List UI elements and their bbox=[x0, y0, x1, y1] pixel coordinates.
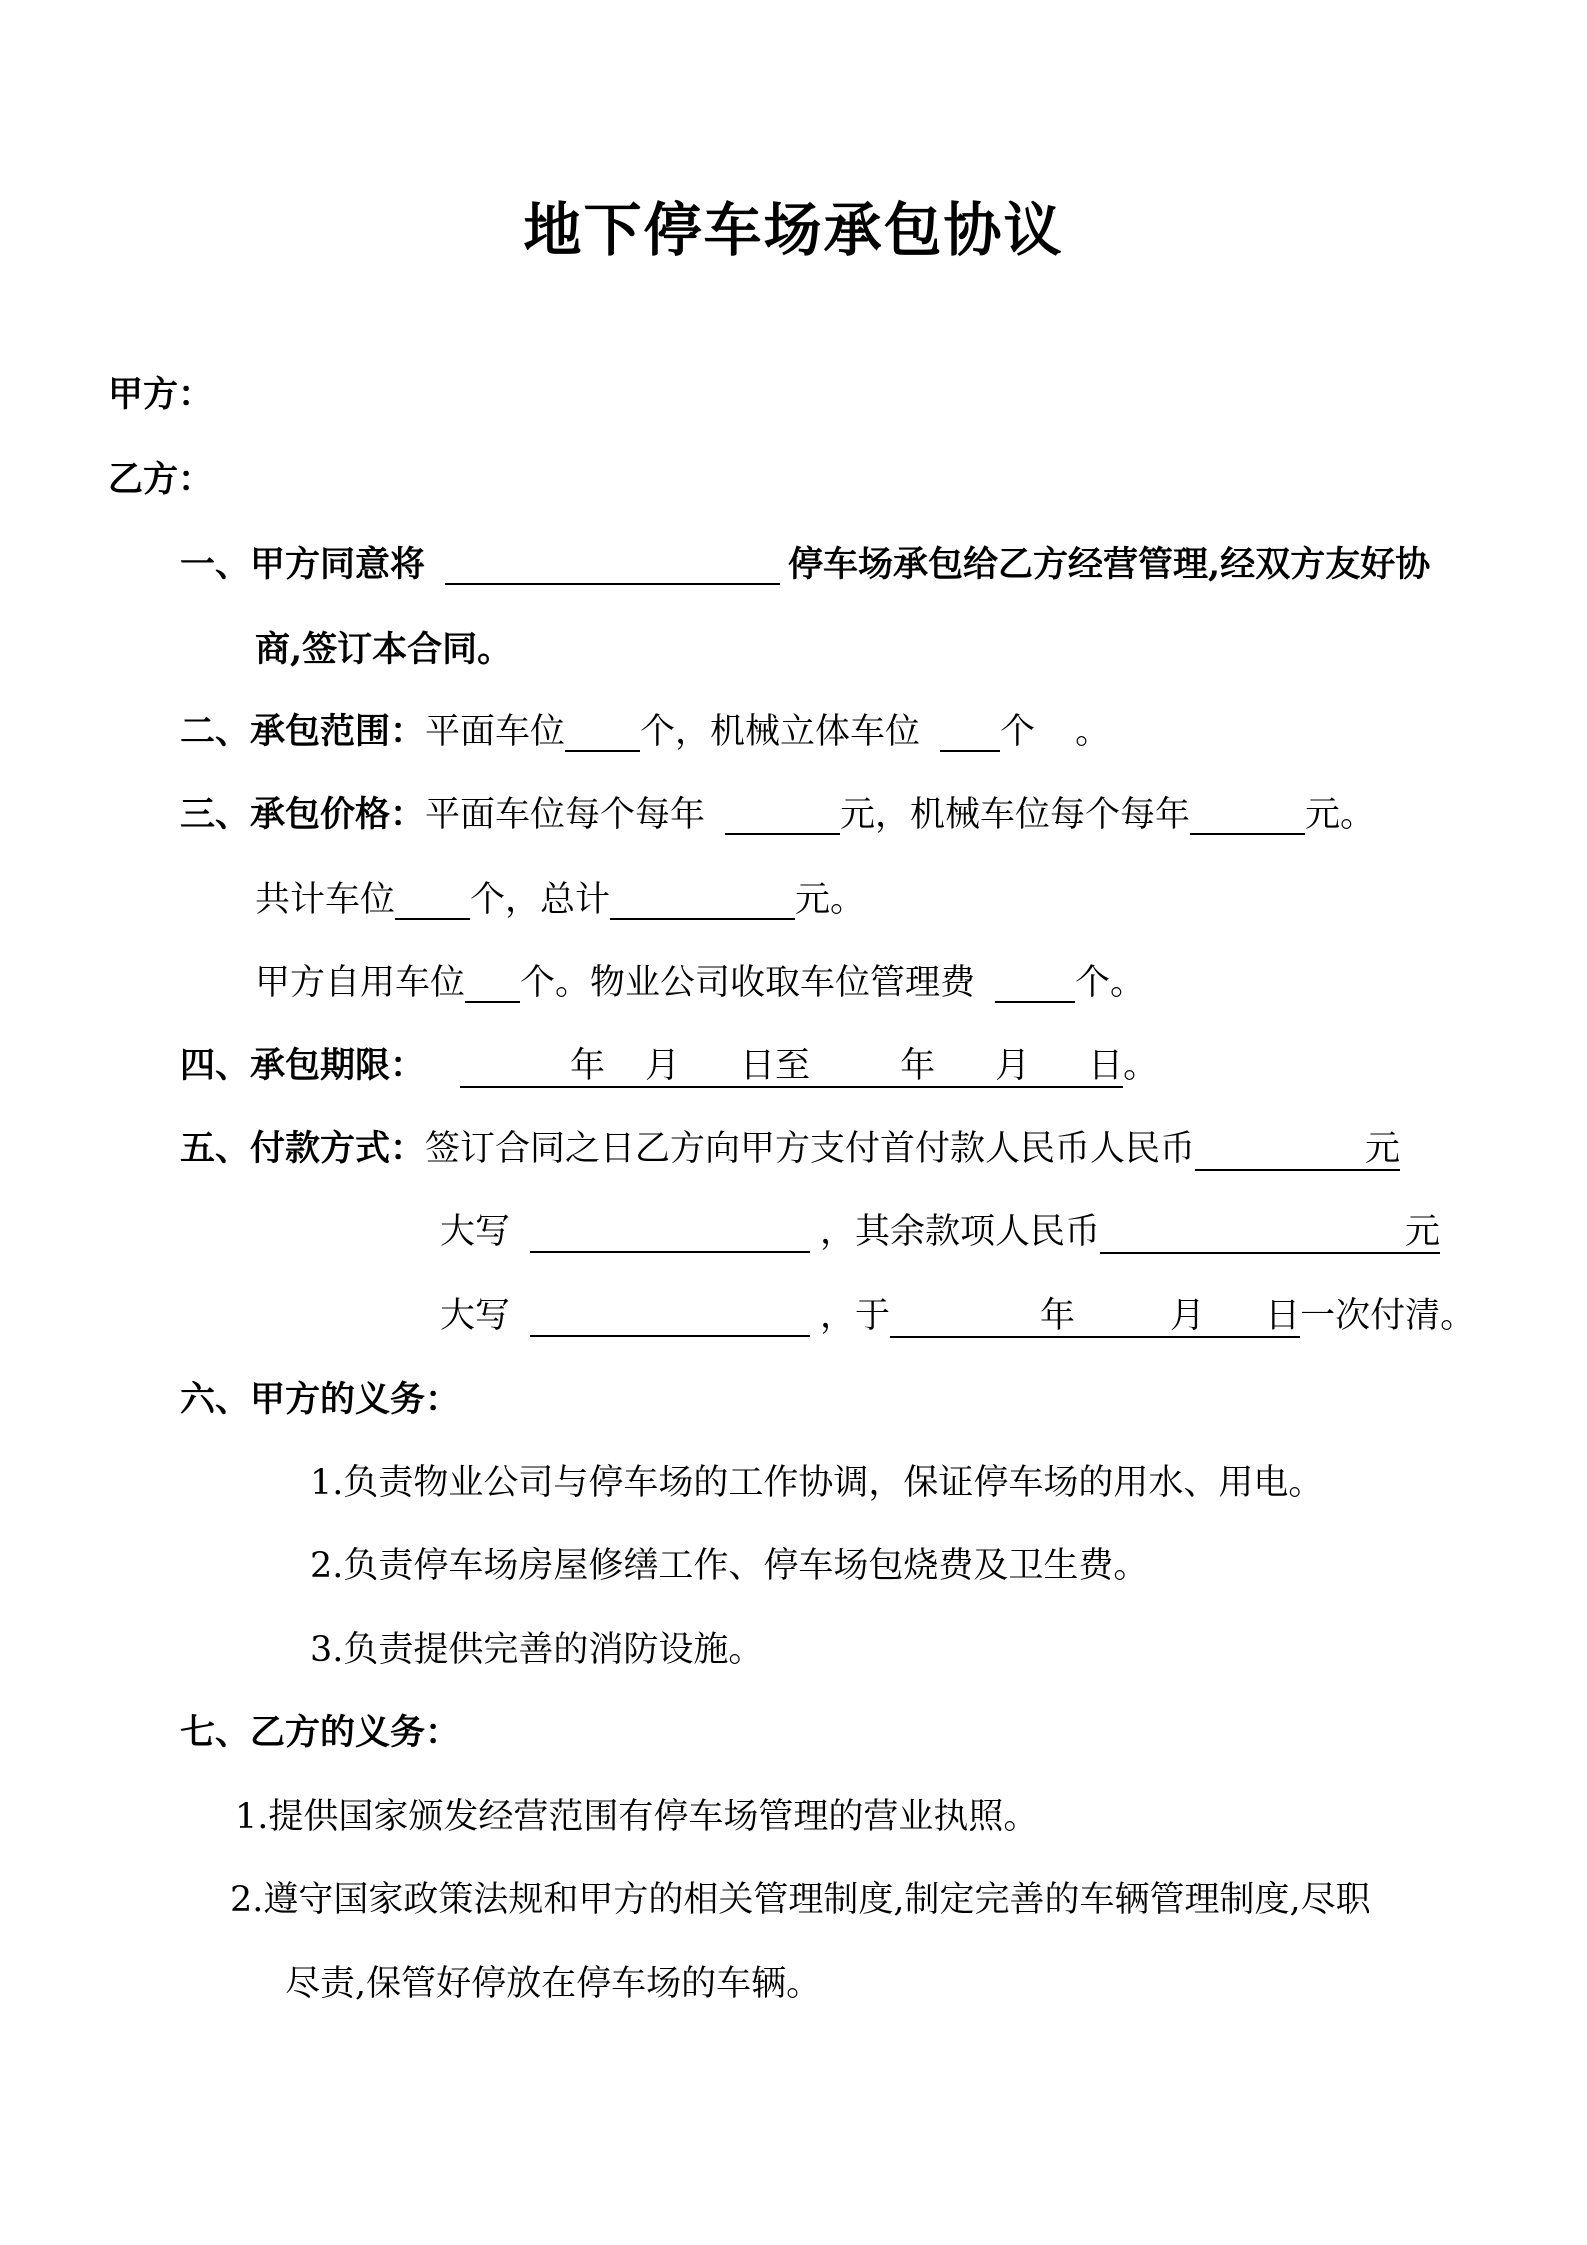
clause-3-label: 三、承包价格： bbox=[180, 794, 426, 835]
clause-2-text-b: 个，机械立体车位 bbox=[640, 712, 921, 752]
clause-5-line-2 bbox=[440, 1212, 1440, 1253]
total-spaces-label: 共计车位 bbox=[255, 880, 396, 920]
parking-lot-name-blank[interactable] bbox=[445, 549, 780, 585]
payment-date-label: ，于 bbox=[820, 1296, 891, 1336]
clause-2-text-c: 个 bbox=[1000, 712, 1036, 752]
start-month-unit: 月 bbox=[645, 1046, 681, 1086]
clause-6-item-1: 1.负责物业公司与停车场的工作协调，保证停车场的用水、用电。 bbox=[310, 1463, 1324, 1503]
clause-1-number: 一、 bbox=[180, 544, 251, 585]
total-amount-label: 个，总计 bbox=[470, 880, 611, 920]
flat-price-blank[interactable] bbox=[725, 799, 840, 835]
daxie-label-2: 大写 bbox=[440, 1296, 511, 1336]
clause-1-line-1 bbox=[180, 545, 1430, 585]
clause-3-line-1 bbox=[180, 795, 1375, 835]
clause-7-item-1: 1.提供国家颁发经营范围有停车场管理的营业执照。 bbox=[235, 1797, 1039, 1837]
term-date-range[interactable] bbox=[460, 1046, 1123, 1088]
total-spaces-blank[interactable] bbox=[395, 884, 470, 920]
remaining-amount-blank[interactable] bbox=[1100, 1212, 1440, 1254]
clause-6-item-3: 3.负责提供完善的消防设施。 bbox=[310, 1630, 764, 1670]
daxie-label-1: 大写 bbox=[440, 1212, 511, 1252]
remaining-amount-unit: 元 bbox=[1405, 1212, 1441, 1252]
payment-day-unit: 日 bbox=[1265, 1296, 1301, 1336]
clause-7-item-2-line-2: 尽责,保管好停放在停车场的车辆。 bbox=[285, 1964, 822, 2004]
clause-1-text-a: 甲方同意将 bbox=[250, 544, 426, 585]
clause-5-line-3 bbox=[440, 1296, 1475, 1337]
start-year-unit: 年 bbox=[570, 1046, 606, 1086]
mechanical-price-blank[interactable] bbox=[1190, 799, 1305, 835]
clause-5-text: 签订合同之日乙方向甲方支付首付款人民币人民币 bbox=[425, 1129, 1196, 1169]
clause-3-text-a: 平面车位每个每年 bbox=[425, 795, 706, 835]
clause-6-heading: 六、甲方的义务： bbox=[180, 1379, 461, 1420]
clause-1-line-2: 商,签订本合同。 bbox=[255, 629, 513, 670]
management-fee-unit: 个。 bbox=[1075, 963, 1146, 1003]
end-year-unit: 年 bbox=[900, 1046, 936, 1086]
down-payment-blank[interactable] bbox=[1195, 1129, 1400, 1171]
total-amount-unit: 元。 bbox=[795, 880, 866, 920]
document-title: 地下停车场承包协议 bbox=[523, 196, 1064, 264]
payment-date-blank[interactable] bbox=[890, 1296, 1300, 1338]
down-payment-unit: 元 bbox=[1365, 1129, 1401, 1169]
self-use-blank[interactable] bbox=[465, 967, 520, 1003]
party-a-label: 甲方： bbox=[108, 374, 214, 415]
clause-3-line-2 bbox=[255, 880, 865, 920]
remaining-amount-label: ，其余款项人民币 bbox=[820, 1212, 1101, 1252]
clause-2 bbox=[180, 712, 1110, 752]
remaining-words-blank[interactable] bbox=[530, 1301, 810, 1337]
clause-2-text-a: 平面车位 bbox=[425, 712, 566, 752]
party-b-label: 乙方： bbox=[108, 459, 214, 500]
clause-2-label: 二、承包范围： bbox=[180, 711, 426, 752]
clause-2-text-d: 。 bbox=[1075, 712, 1111, 752]
clause-7-heading: 七、乙方的义务： bbox=[180, 1712, 461, 1753]
mechanical-space-count-blank[interactable] bbox=[940, 716, 1000, 752]
clause-6-item-2: 2.负责停车场房屋修缮工作、停车场包烧费及卫生费。 bbox=[310, 1546, 1149, 1586]
clause-3-text-b: 元，机械车位每个每年 bbox=[840, 795, 1191, 835]
down-payment-words-blank[interactable] bbox=[530, 1217, 810, 1253]
clause-3-line-3 bbox=[255, 963, 1145, 1003]
payment-year-unit: 年 bbox=[1040, 1296, 1076, 1336]
flat-space-count-blank[interactable] bbox=[565, 716, 640, 752]
clause-5-label: 五、付款方式： bbox=[180, 1128, 426, 1169]
clause-5-line-1 bbox=[180, 1129, 1400, 1169]
paid-in-full-text: 一次付清。 bbox=[1300, 1296, 1476, 1336]
clause-7-item-2-line-1: 2.遵守国家政策法规和甲方的相关管理制度,制定完善的车辆管理制度,尽职 bbox=[230, 1880, 1371, 1920]
self-use-label: 甲方自用车位 bbox=[255, 963, 466, 1003]
start-day-to: 日至 bbox=[740, 1046, 811, 1086]
management-fee-blank[interactable] bbox=[995, 967, 1075, 1003]
payment-month-unit: 月 bbox=[1170, 1296, 1206, 1336]
clause-1-text-b: 停车场承包给乙方经营管理,经双方友好协 bbox=[788, 544, 1431, 585]
clause-3-text-c: 元。 bbox=[1305, 795, 1376, 835]
end-day-unit: 日 bbox=[1088, 1046, 1124, 1086]
management-fee-label: 个。物业公司收取车位管理费 bbox=[520, 963, 976, 1003]
clause-4 bbox=[180, 1046, 1158, 1086]
total-amount-blank[interactable] bbox=[610, 884, 795, 920]
clause-4-label: 四、承包期限： bbox=[180, 1045, 426, 1086]
end-month-unit: 月 bbox=[995, 1046, 1031, 1086]
clause-4-end: 。 bbox=[1123, 1046, 1159, 1086]
